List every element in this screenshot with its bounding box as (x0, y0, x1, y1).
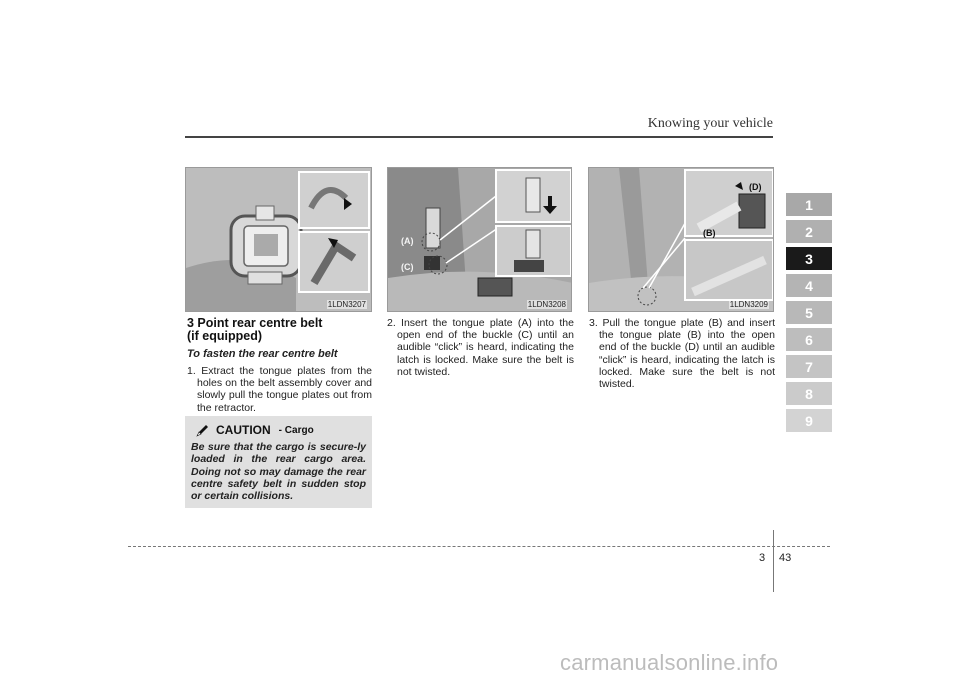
buckle-c-illustration (388, 168, 572, 312)
photo-buckle-d (588, 167, 774, 312)
caution-box (185, 416, 372, 508)
photo-code: 1LDN3209 (729, 300, 768, 309)
photo-belt-cover (185, 167, 372, 312)
chapter-tab-7[interactable]: 7 (786, 355, 832, 378)
chapter-tab-4[interactable]: 4 (786, 274, 832, 297)
chapter-tab-3-active[interactable]: 3 (786, 247, 832, 270)
chapter-tab-6[interactable]: 6 (786, 328, 832, 351)
footer-chapter: 3 (759, 552, 766, 564)
step-2: 2. Insert the tongue plate (A) into the open end of the buckle (C) until an audible “click” is heard, indicating the latch is locked. Make sure the belt is not twisted. (387, 317, 574, 378)
chapter-tab-5[interactable]: 5 (786, 301, 832, 324)
header-rule (185, 136, 773, 138)
watermark: carmanualsonline.info (560, 650, 779, 675)
label-b: (B) (703, 228, 716, 238)
belt-cover-illustration (186, 168, 372, 312)
caution-header (196, 423, 366, 437)
label-c: (C) (401, 262, 414, 272)
footer-page-number: 43 (779, 552, 792, 564)
label-d: (D) (749, 182, 762, 192)
footer-rule (128, 546, 830, 547)
photo-code: 1LDN3208 (527, 300, 566, 309)
photo-buckle-c (387, 167, 572, 312)
section-heading-line1: 3 Point rear centre belt (187, 316, 323, 330)
header-title: Knowing your vehicle (647, 116, 773, 131)
section-heading-line2: (if equipped) (187, 329, 262, 343)
chapter-tab-9[interactable]: 9 (786, 409, 832, 432)
footer-divider-top (773, 530, 774, 546)
caution-subtitle: - Cargo (278, 424, 314, 436)
footer-divider-bottom (773, 547, 774, 592)
buckle-d-illustration (589, 168, 774, 312)
chapter-tab-8[interactable]: 8 (786, 382, 832, 405)
pencil-icon (196, 423, 210, 437)
section-subheading: To fasten the rear centre belt (187, 348, 338, 360)
chapter-tabs (786, 193, 832, 436)
step-1: 1. Extract the tongue plates from the holes on the belt assembly cover and slowly pull the tongue plates out from the retractor. (187, 365, 372, 414)
photo-code: 1LDN3207 (327, 300, 366, 309)
chapter-tab-1[interactable]: 1 (786, 193, 832, 216)
caution-body: Be sure that the cargo is secure-ly loaded in the rear cargo area. Doing not so may damage the rear centre safety belt in sudden stop or certain collisions. (191, 441, 366, 503)
section-heading (187, 317, 372, 343)
caution-title: CAUTION (216, 423, 271, 437)
label-a: (A) (401, 236, 414, 246)
chapter-tab-2[interactable]: 2 (786, 220, 832, 243)
step-3: 3. Pull the tongue plate (B) and insert the tongue plate (B) into the open end of the buckle (D) until an audible “click” is heard, indicating the latch is locked. Make sure the belt is not twisted. (589, 317, 775, 391)
